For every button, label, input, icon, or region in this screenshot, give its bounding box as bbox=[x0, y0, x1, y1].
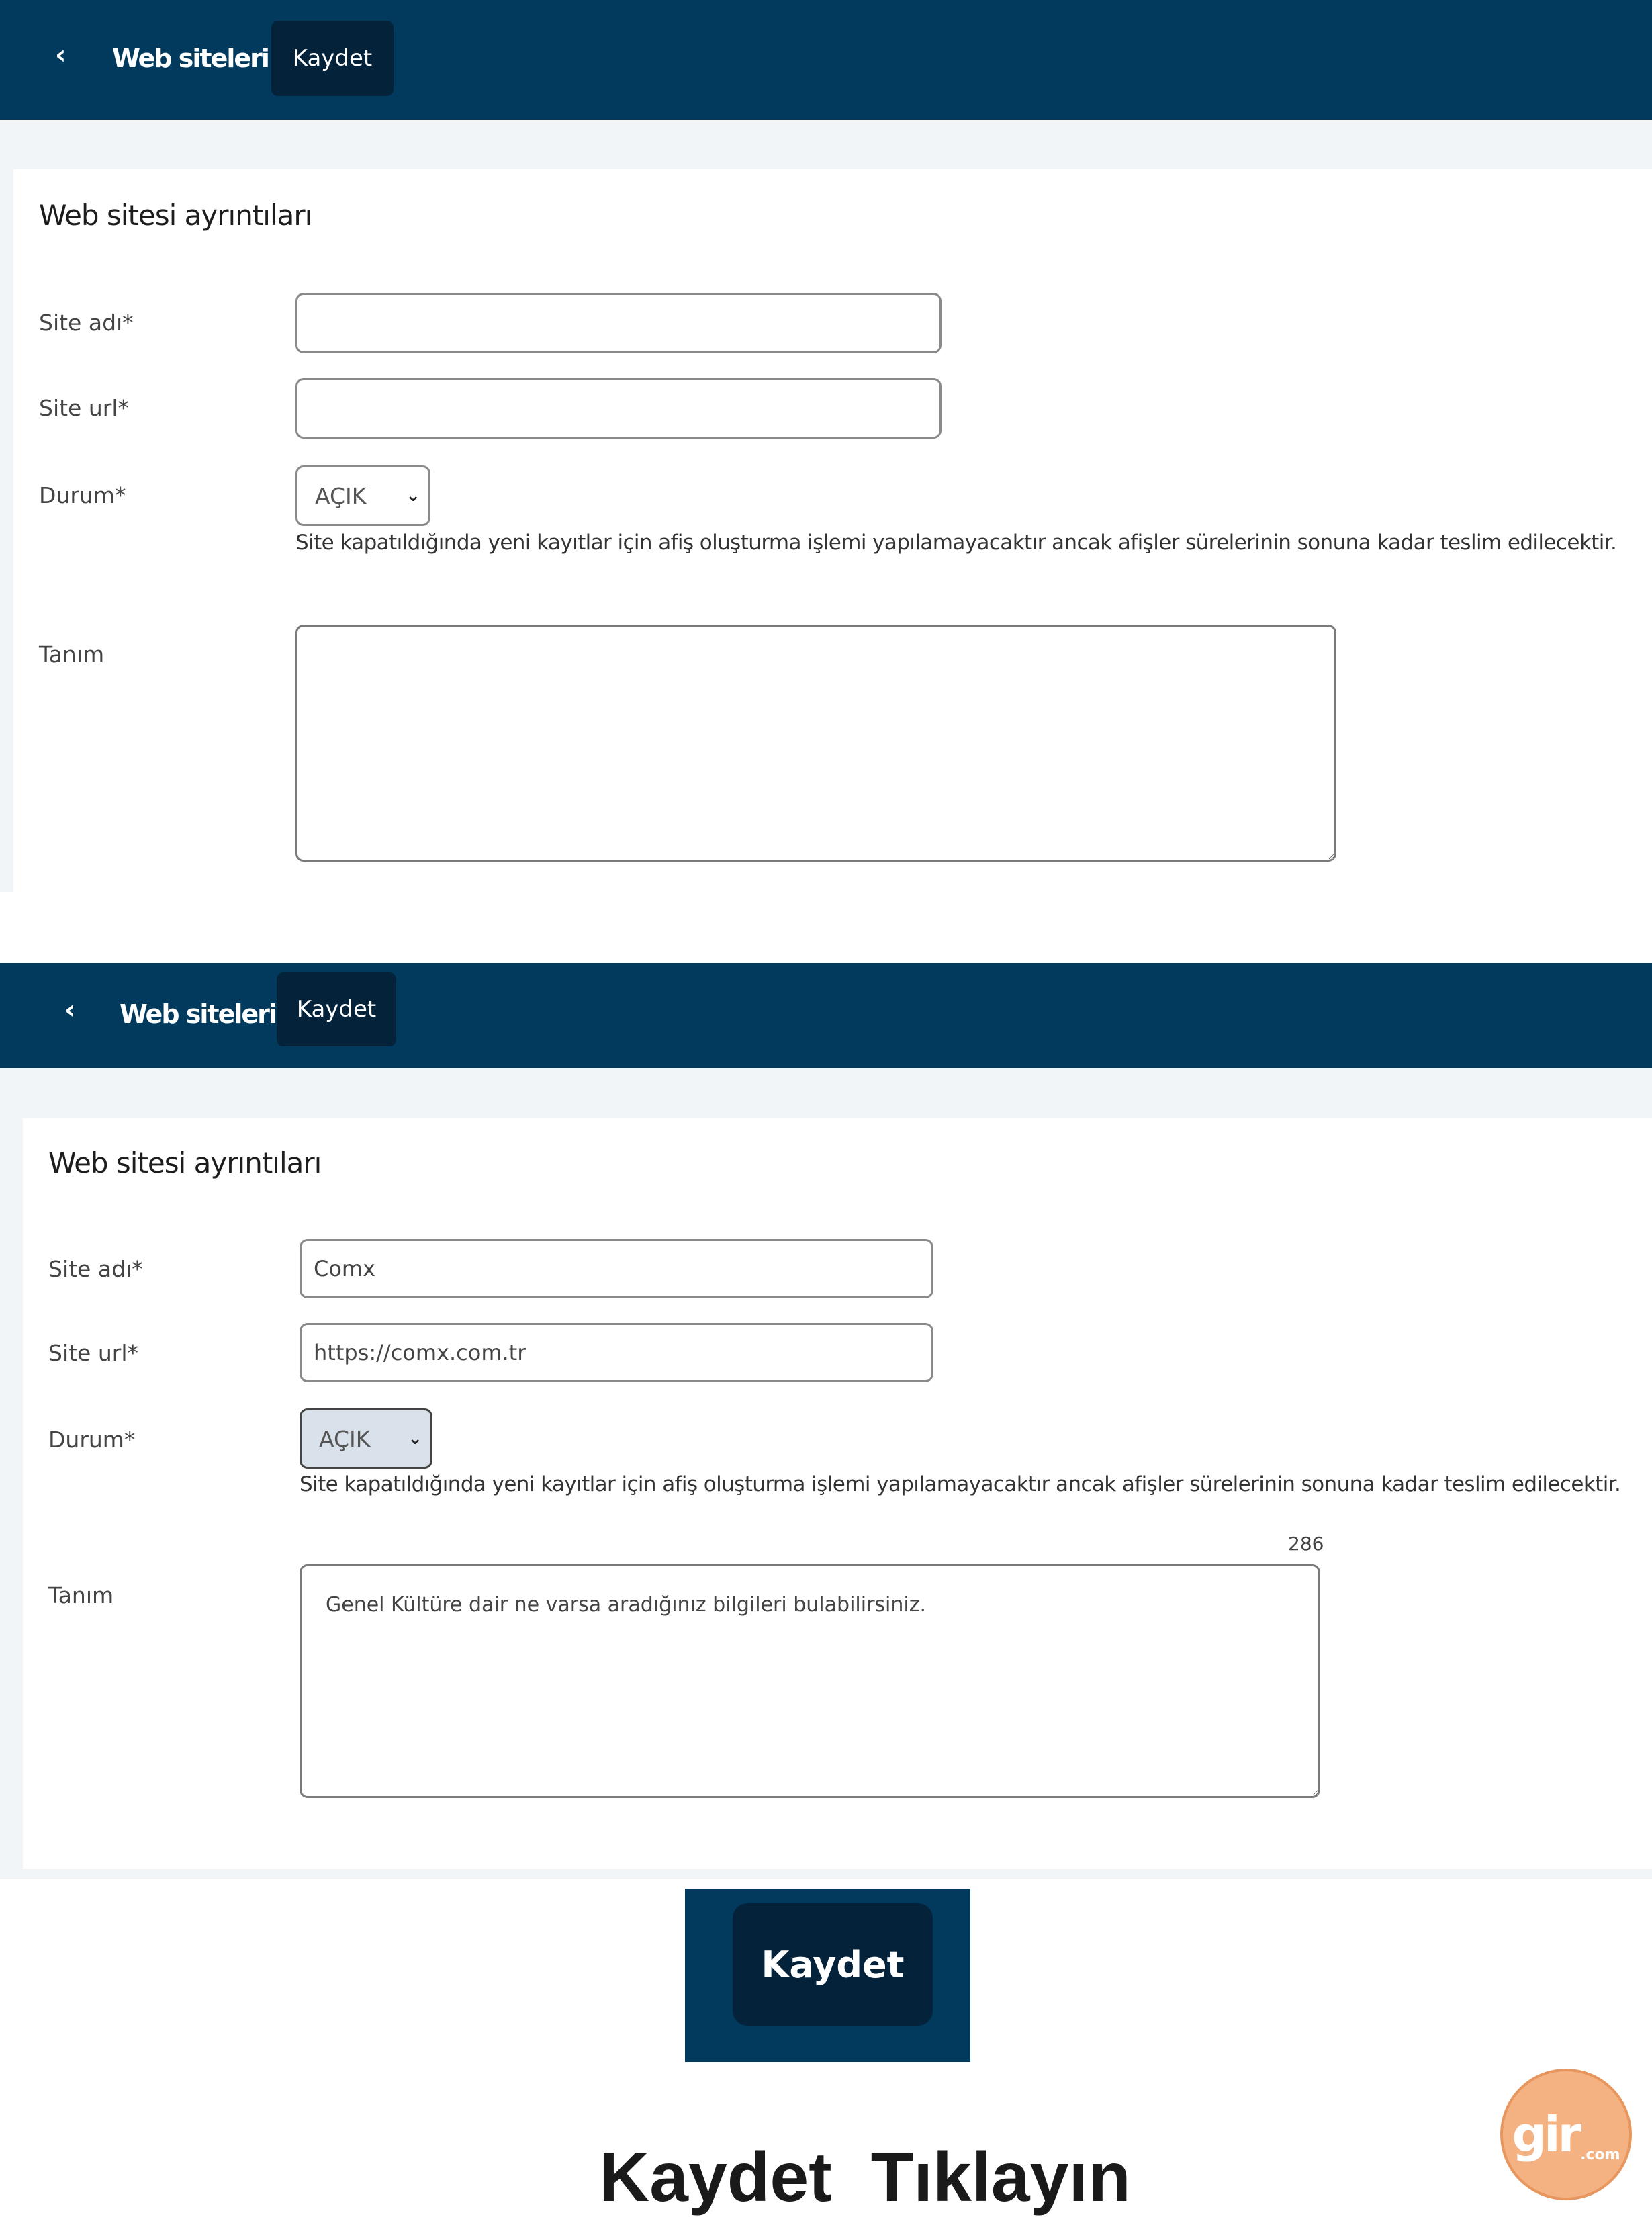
site-name-label: Site adı* bbox=[48, 1256, 143, 1282]
website-details-card-2 bbox=[23, 1118, 1652, 1869]
status-select-value: AÇIK bbox=[319, 1425, 371, 1452]
status-help-text: Site kapatıldığında yeni kayıtlar için afiş oluşturma işlemi yapılamayacaktır ancak afişler sürelerinin sonuna kadar teslim edilecektir. bbox=[300, 1472, 1621, 1496]
site-url-input[interactable] bbox=[300, 1323, 933, 1382]
top-nav-bar-2 bbox=[0, 963, 1652, 1068]
website-details-card-1 bbox=[13, 169, 1652, 892]
description-label: Tanım bbox=[48, 1582, 114, 1609]
save-button-large[interactable]: Kaydet bbox=[733, 1903, 933, 2026]
nav-title-web-siteleri[interactable]: Web siteleri bbox=[120, 999, 276, 1029]
site-url-label: Site url* bbox=[39, 395, 129, 421]
status-select[interactable] bbox=[295, 465, 430, 526]
card-title: Web sitesi ayrıntıları bbox=[48, 1146, 322, 1179]
chevron-left-icon[interactable]: ‹ bbox=[64, 995, 76, 1026]
nav-title-web-siteleri[interactable]: Web siteleri bbox=[112, 44, 269, 73]
chevron-down-icon: ⌄ bbox=[408, 1429, 422, 1449]
top-nav-bar-1 bbox=[0, 0, 1652, 120]
logo-text: gir bbox=[1512, 2106, 1579, 2163]
status-label: Durum* bbox=[39, 482, 126, 508]
logo-suffix: .com bbox=[1580, 2146, 1620, 2163]
status-select-value: AÇIK bbox=[315, 482, 367, 509]
description-textarea[interactable] bbox=[295, 625, 1336, 862]
chevron-left-icon[interactable]: ‹ bbox=[55, 40, 66, 71]
site-name-input[interactable] bbox=[295, 293, 942, 353]
description-char-counter: 286 bbox=[1288, 1533, 1324, 1555]
status-help-text: Site kapatıldığında yeni kayıtlar için afiş oluşturma işlemi yapılamayacaktır ancak afişler sürelerinin sonuna kadar teslim edilecektir. bbox=[295, 531, 1617, 555]
site-url-label: Site url* bbox=[48, 1340, 138, 1366]
site-name-input[interactable] bbox=[300, 1239, 933, 1298]
save-button[interactable]: Kaydet bbox=[277, 972, 396, 1046]
site-name-label: Site adı* bbox=[39, 310, 134, 336]
description-textarea[interactable] bbox=[300, 1564, 1320, 1798]
description-label: Tanım bbox=[39, 641, 105, 668]
status-label: Durum* bbox=[48, 1427, 136, 1453]
card-title: Web sitesi ayrıntıları bbox=[39, 199, 312, 232]
chevron-down-icon: ⌄ bbox=[406, 486, 420, 506]
site-url-input[interactable] bbox=[295, 378, 942, 439]
save-button-callout bbox=[685, 1889, 970, 2062]
status-select[interactable] bbox=[300, 1408, 432, 1469]
save-button[interactable]: Kaydet bbox=[271, 21, 394, 96]
gir-logo bbox=[1500, 2069, 1632, 2200]
instruction-caption: Kaydet Tıklayın bbox=[599, 2138, 1131, 2216]
